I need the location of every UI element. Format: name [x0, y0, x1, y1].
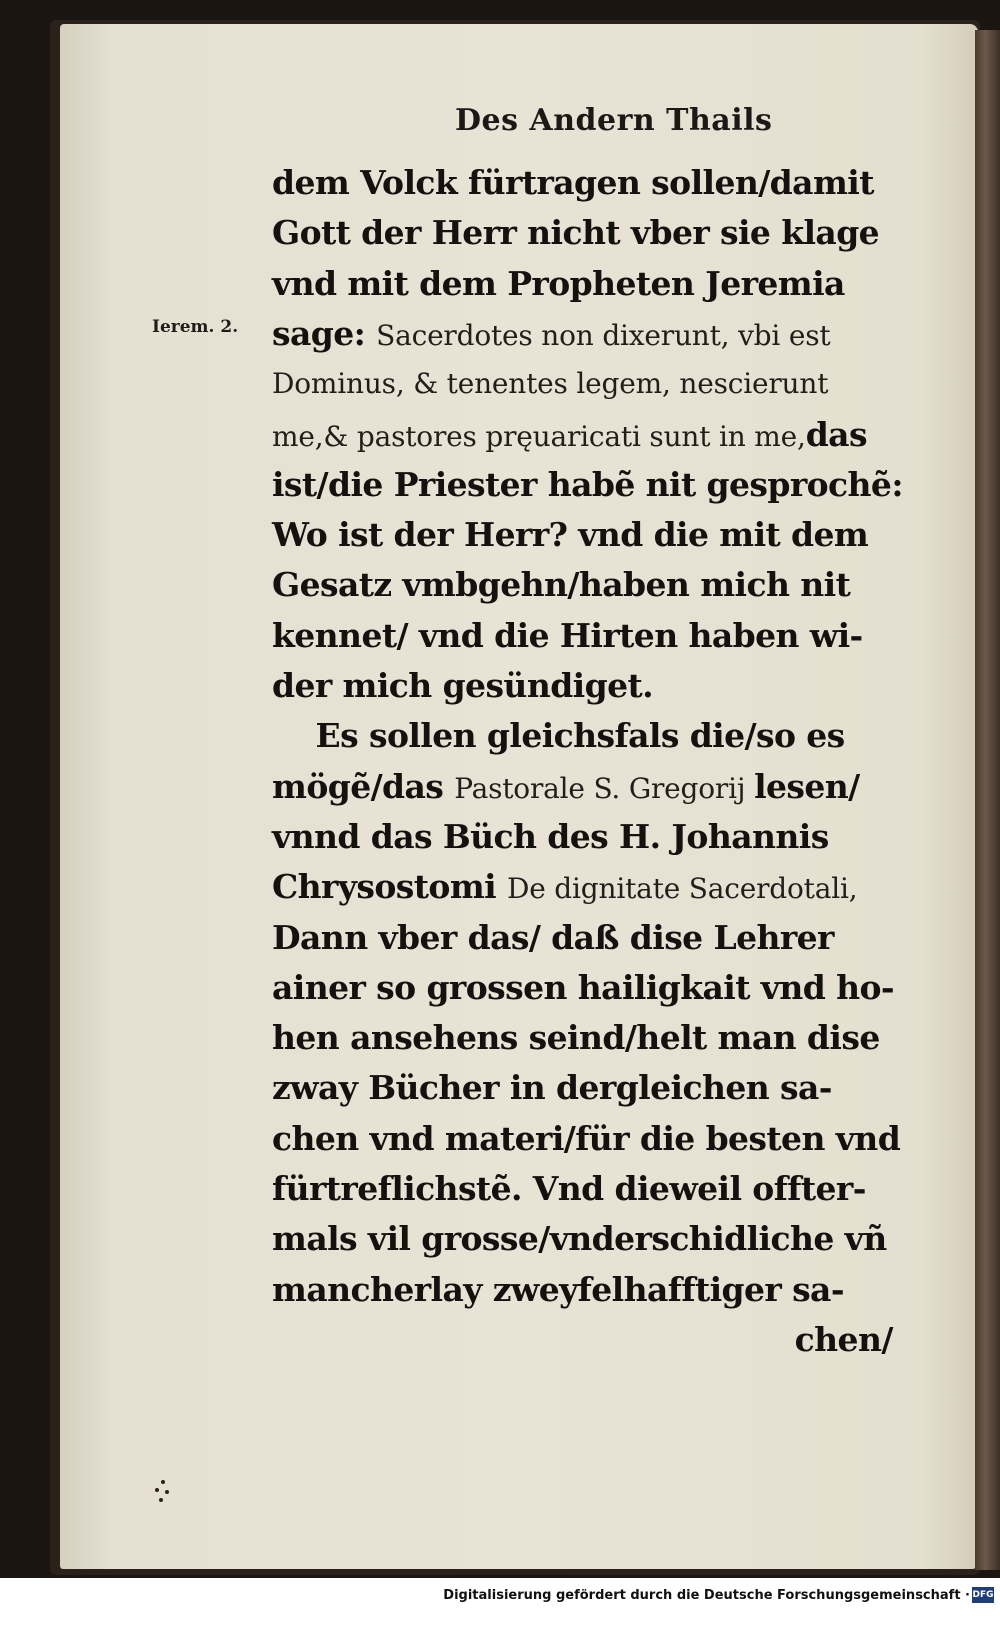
digitization-credit: Digitalisierung gefördert durch die Deutsche Forschungsgemeinschaft · — [443, 1588, 970, 1603]
text-line — [272, 512, 868, 562]
blackletter-text: ist/die Priester habẽ nit gesprochẽ: — [272, 464, 903, 504]
margin-note: Ierem. 2. — [152, 317, 239, 337]
text-line — [272, 412, 867, 462]
blackletter-text: lesen/ — [754, 766, 860, 806]
blackletter-text: hen ansehens seind/helt man dise — [272, 1018, 880, 1058]
text-line — [272, 1267, 844, 1317]
text-line — [272, 1065, 832, 1115]
blackletter-text: Es sollen gleichsfals die/so es — [272, 716, 845, 756]
blackletter-text: Wo ist der Herr? vnd die mit dem — [272, 515, 869, 555]
text-line — [272, 864, 857, 914]
text-line — [272, 613, 863, 663]
text-line — [272, 210, 879, 260]
blackletter-text: Dann vber das/ daß dise Lehrer — [272, 917, 834, 957]
book-edge — [975, 30, 1000, 1570]
text-line — [272, 814, 829, 864]
blackletter-text: zway Bücher in dergleichen sa- — [272, 1068, 832, 1108]
blackletter-text: mögẽ/das — [272, 766, 455, 806]
blackletter-text: kennet/ vnd die Hirten haben wi- — [272, 615, 863, 655]
text-line — [272, 1015, 880, 1065]
text-line — [272, 261, 845, 311]
latin-text: Dominus, & tenentes legem, nescierunt — [272, 367, 829, 401]
text-line — [272, 1317, 893, 1367]
dfg-logo: DFG — [972, 1587, 994, 1603]
blackletter-text: vnd mit dem Propheten Jeremia — [272, 263, 845, 303]
text-line — [272, 160, 874, 210]
latin-text: me,& pastores pręuaricati sunt in me, — [272, 419, 806, 453]
text-line — [272, 663, 653, 713]
text-line — [272, 311, 830, 361]
text-line — [272, 1166, 866, 1216]
blackletter-text: chen/ — [272, 1319, 893, 1359]
text-line — [272, 764, 860, 814]
blackletter-text: das — [805, 414, 867, 454]
blackletter-text: dem Volck fürtragen sollen/damit — [272, 163, 874, 202]
blackletter-text: ainer so grossen hailigkait vnd ho- — [272, 967, 894, 1007]
text-line — [272, 361, 828, 411]
blackletter-text: Gesatz vmbgehn/haben mich nit — [272, 565, 851, 605]
blackletter-text: fürtreflichstẽ. Vnd dieweil offter- — [272, 1169, 866, 1208]
text-line — [272, 1216, 887, 1266]
blackletter-text: vnnd das Büch des H. Johannis — [272, 816, 829, 856]
text-line — [272, 462, 903, 512]
blackletter-text: chen vnd materi/für die besten vnd — [272, 1118, 901, 1158]
footer-bar — [0, 1578, 1000, 1628]
blackletter-text: der mich gesündiget. — [272, 666, 654, 705]
blackletter-text: Chrysostomi — [272, 867, 507, 907]
blackletter-text: sage: — [272, 313, 377, 353]
running-header: Des Andern Thails — [455, 103, 773, 138]
blackletter-text: Gott der Herr nicht vber sie klage — [272, 213, 880, 253]
text-line — [272, 965, 894, 1015]
latin-text: Pastorale S. Gregorij — [454, 771, 755, 805]
text-line — [272, 713, 845, 763]
blackletter-text: mals vil grosse/vnderschidliche vñ — [272, 1219, 887, 1259]
text-line — [272, 562, 850, 612]
latin-text: Sacerdotes non dixerunt, vbi est — [376, 318, 831, 352]
text-line — [272, 1116, 900, 1166]
blackletter-text: mancherlay zweyfelhafftiger sa- — [272, 1269, 844, 1309]
text-line — [272, 915, 834, 965]
latin-text: De dignitate Sacerdotali, — [506, 872, 858, 906]
